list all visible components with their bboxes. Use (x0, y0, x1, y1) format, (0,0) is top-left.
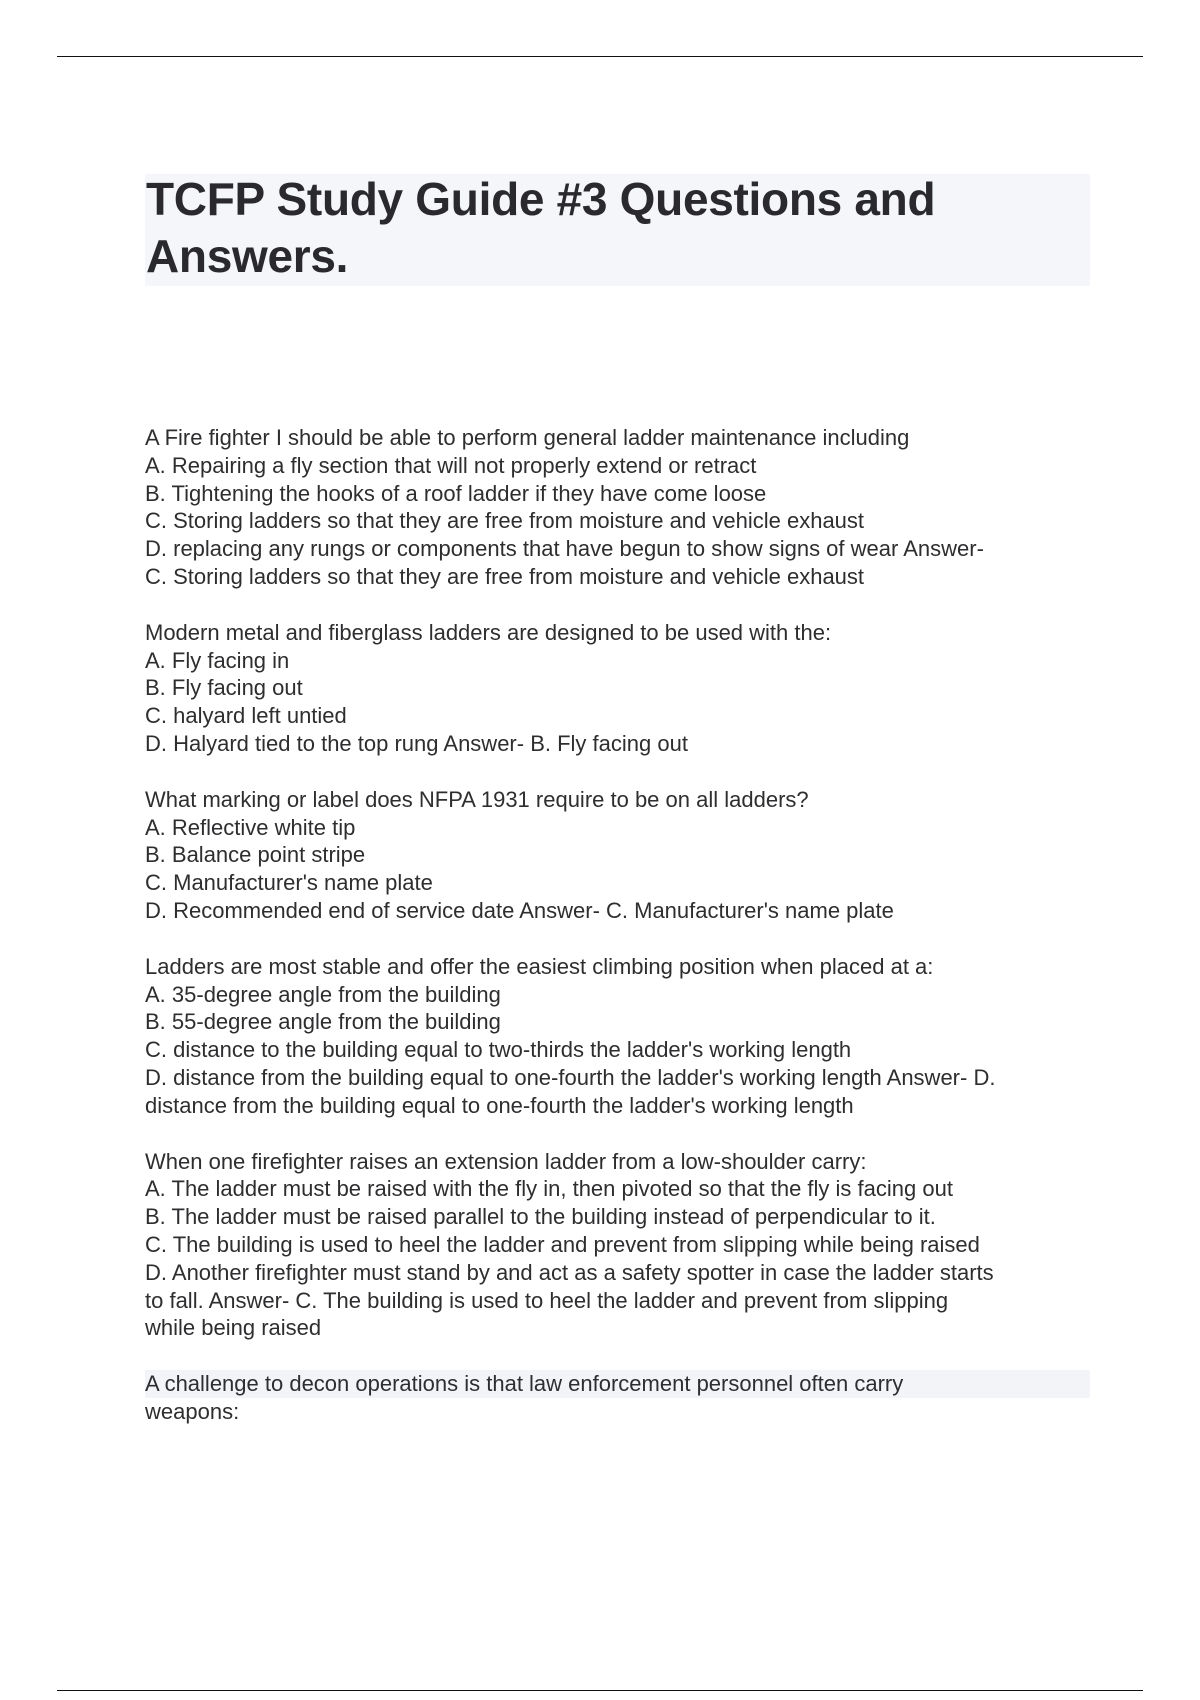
answer-option-b: B. The ladder must be raised parallel to the building instead of perpendicular to it. (145, 1204, 936, 1230)
answer-text: distance from the building equal to one-fourth the ladder's working length (145, 1092, 854, 1118)
question-text-continued: weapons: (145, 1398, 240, 1424)
top-rule (57, 56, 1143, 57)
questions-body (145, 424, 1090, 1454)
answer-option-b: B. Fly facing out (145, 675, 303, 701)
answer-option-a: A. 35-degree angle from the building (145, 981, 501, 1007)
question-text: A challenge to decon operations is that law enforcement personnel often carry (145, 1370, 1090, 1398)
answer-option-d: D. Recommended end of service date Answer- C. Manufacturer's name plate (145, 897, 894, 923)
question-block-3 (145, 786, 1090, 925)
answer-option-c: C. distance to the building equal to two-thirds the ladder's working length (145, 1037, 852, 1063)
question-block-2 (145, 619, 1090, 758)
answer-option-b: B. 55-degree angle from the building (145, 1009, 501, 1035)
answer-option-d: D. distance from the building equal to one-fourth the ladder's working length Answer- D. (145, 1064, 996, 1090)
answer-option-d: D. replacing any rungs or components that have begun to show signs of wear Answer- (145, 536, 984, 562)
question-text: A Fire fighter I should be able to perform general ladder maintenance including (145, 425, 910, 450)
question-text: When one firefighter raises an extension ladder from a low-shoulder carry: (145, 1148, 867, 1174)
answer-option-d: D. Halyard tied to the top rung Answer- B. Fly facing out (145, 730, 688, 756)
question-text: Modern metal and fiberglass ladders are designed to be used with the: (145, 619, 832, 645)
bottom-rule (57, 1690, 1143, 1691)
question-text: Ladders are most stable and offer the easiest climbing position when placed at a: (145, 953, 934, 979)
question-block-1 (145, 424, 1090, 591)
answer-option-c: C. The building is used to heel the ladder and prevent from slipping while being raised (145, 1231, 980, 1257)
answer-text: C. Storing ladders so that they are free from moisture and vehicle exhaust (145, 563, 865, 589)
answer-text-continued: while being raised (145, 1315, 322, 1341)
question-block-4 (145, 953, 1090, 1120)
question-text: What marking or label does NFPA 1931 require to be on all ladders? (145, 786, 809, 812)
answer-option-a: A. The ladder must be raised with the fly in, then pivoted so that the fly is facing out (145, 1176, 953, 1202)
answer-option-a: A. Fly facing in (145, 647, 290, 673)
answer-option-d: D. Another firefighter must stand by and act as a safety spotter in case the ladder starts (145, 1259, 994, 1285)
question-block-5 (145, 1148, 1090, 1343)
answer-option-b: B. Tightening the hooks of a roof ladder if they have come loose (145, 480, 767, 506)
question-block-6 (145, 1370, 1090, 1426)
answer-option-c: C. halyard left untied (145, 703, 347, 729)
answer-option-a: A. Reflective white tip (145, 814, 356, 840)
answer-option-c: C. Manufacturer's name plate (145, 870, 433, 896)
answer-option-a: A. Repairing a fly section that will not properly extend or retract (145, 452, 757, 478)
answer-option-b: B. Balance point stripe (145, 842, 366, 868)
answer-text: to fall. Answer- C. The building is used to heel the ladder and prevent from slipping (145, 1287, 949, 1313)
answer-option-c: C. Storing ladders so that they are free from moisture and vehicle exhaust (145, 508, 865, 534)
page-title: TCFP Study Guide #3 Questions and Answers. (146, 173, 936, 282)
